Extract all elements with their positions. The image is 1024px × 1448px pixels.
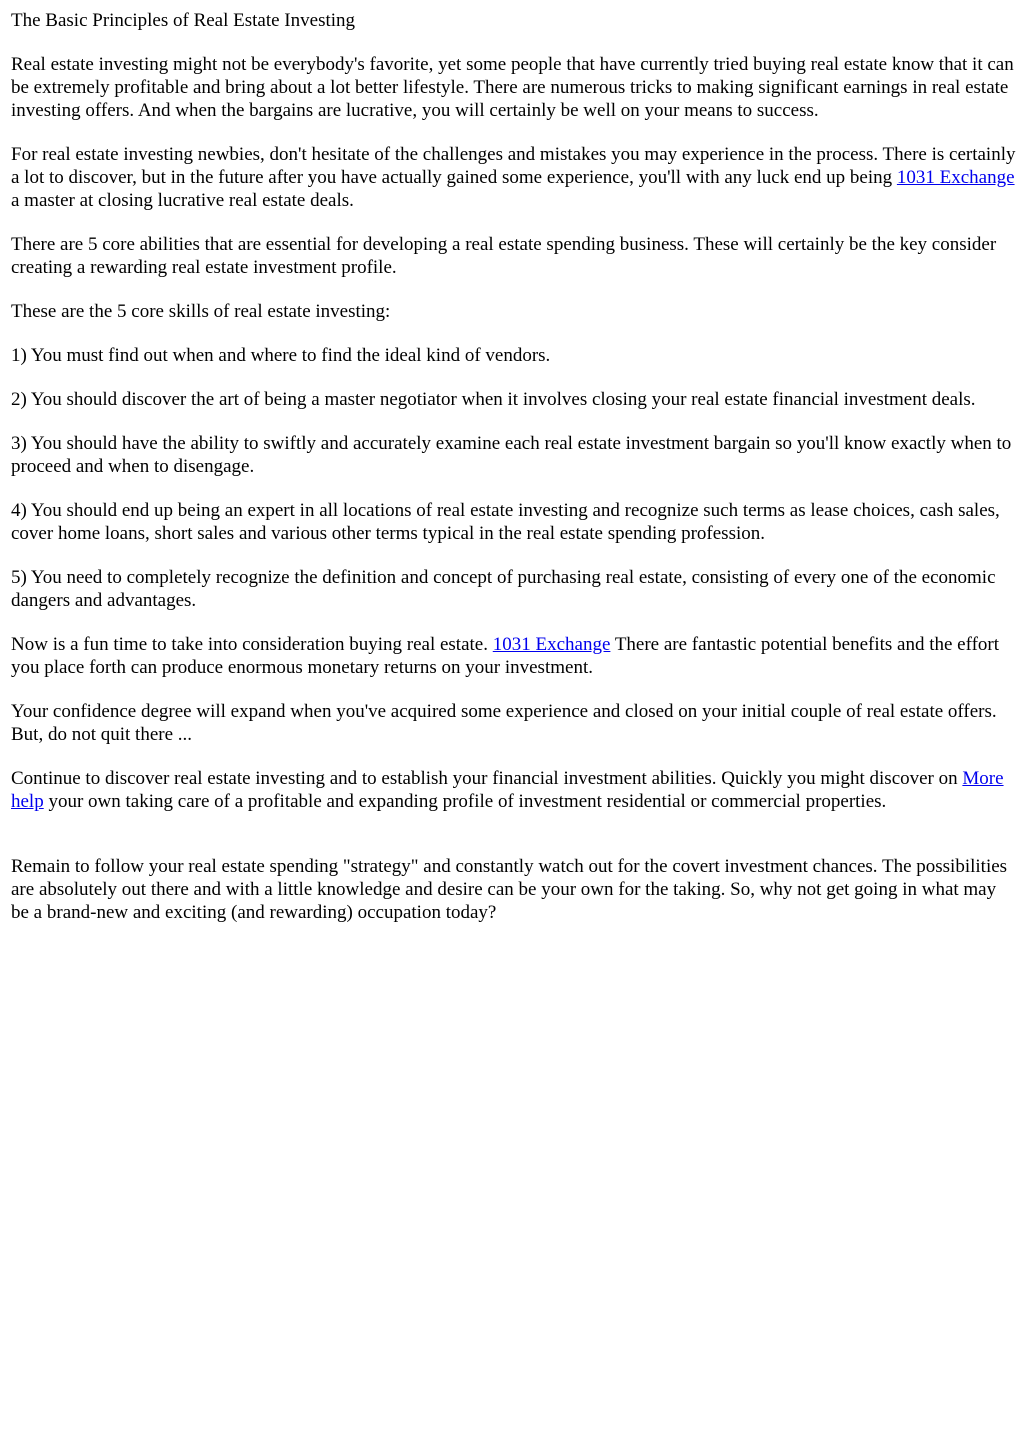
paragraph-continue-text-before: Continue to discover real estate investing and to establish your financial investment abilities. Quickly you might discover on bbox=[11, 768, 963, 789]
paragraph-fun-time-text-before: Now is a fun time to take into consideration buying real estate. bbox=[11, 634, 493, 655]
paragraph-skills-intro: These are the 5 core skills of real estate investing: bbox=[11, 301, 391, 322]
link-1031-exchange-second[interactable]: 1031 Exchange bbox=[492, 634, 611, 655]
link-more-help[interactable]: More help bbox=[11, 768, 1004, 812]
skill-item-5: 5) You need to completely recognize the definition and concept of purchasing real estate, consisting of every one of the economic dangers and advantages. bbox=[11, 567, 996, 611]
skill-item-2: 2) You should discover the art of being a master negotiator when it involves closing your real estate financial investment deals. bbox=[11, 389, 976, 410]
paragraph-fun-time-text-after: There are fantastic potential benefits and the effort you place forth can produce enormous monetary returns on your investment. bbox=[11, 634, 1000, 678]
skill-item-3: 3) You should have the ability to swiftly and accurately examine each real estate investment bargain so you'll know exactly when to proceed and when to disengage. bbox=[11, 433, 1012, 477]
paragraph-intro: Real estate investing might not be everybody's favorite, yet some people that have currently tried buying real estate know that it can be extremely profitable and bring about a lot better lifestyle. There are numerous tricks to making significant earnings in real estate investing offers. And when the bargains are lucrative, you will certainly be well on your means to success. bbox=[11, 54, 1014, 121]
link-1031-exchange-first[interactable]: 1031 Exchange bbox=[896, 167, 1015, 188]
paragraph-confidence: Your confidence degree will expand when you've acquired some experience and closed on your initial couple of real estate offers. But, do not quit there ... bbox=[11, 701, 997, 745]
skill-item-4: 4) You should end up being an expert in all locations of real estate investing and recognize such terms as lease choices, cash sales, cover home loans, short sales and various other terms typical in the real estate spending profession. bbox=[11, 500, 1000, 544]
paragraph-fun-time bbox=[11, 633, 1017, 679]
skill-item-1: 1) You must find out when and where to find the ideal kind of vendors. bbox=[11, 345, 551, 366]
paragraph-newbies-text-before: For real estate investing newbies, don't hesitate of the challenges and mistakes you may experience in the process. There is certainly a lot to discover, but in the future after you have actually gained some experience, you'll with any luck end up being bbox=[11, 144, 1016, 188]
paragraph-continue bbox=[11, 767, 1017, 813]
paragraph-newbies bbox=[11, 143, 1017, 212]
article bbox=[11, 9, 1017, 945]
paragraph-core-abilities: There are 5 core abilities that are essential for developing a real estate spending business. These will certainly be the key consider creating a rewarding real estate investment profile. bbox=[11, 234, 997, 278]
page-title: The Basic Principles of Real Estate Investing bbox=[11, 10, 356, 31]
paragraph-continue-text-after: your own taking care of a profitable and expanding profile of investment residential or commercial properties. bbox=[43, 791, 887, 812]
paragraph-newbies-text-after: a master at closing lucrative real estate deals. bbox=[11, 190, 354, 211]
paragraph-strategy: Remain to follow your real estate spending "strategy" and constantly watch out for the covert investment chances. The possibilities are absolutely out there and with a little knowledge and desire can be your own for the taking. So, why not get going in what may be a brand-new and exciting (and rewarding) occupation today? bbox=[11, 856, 1008, 923]
